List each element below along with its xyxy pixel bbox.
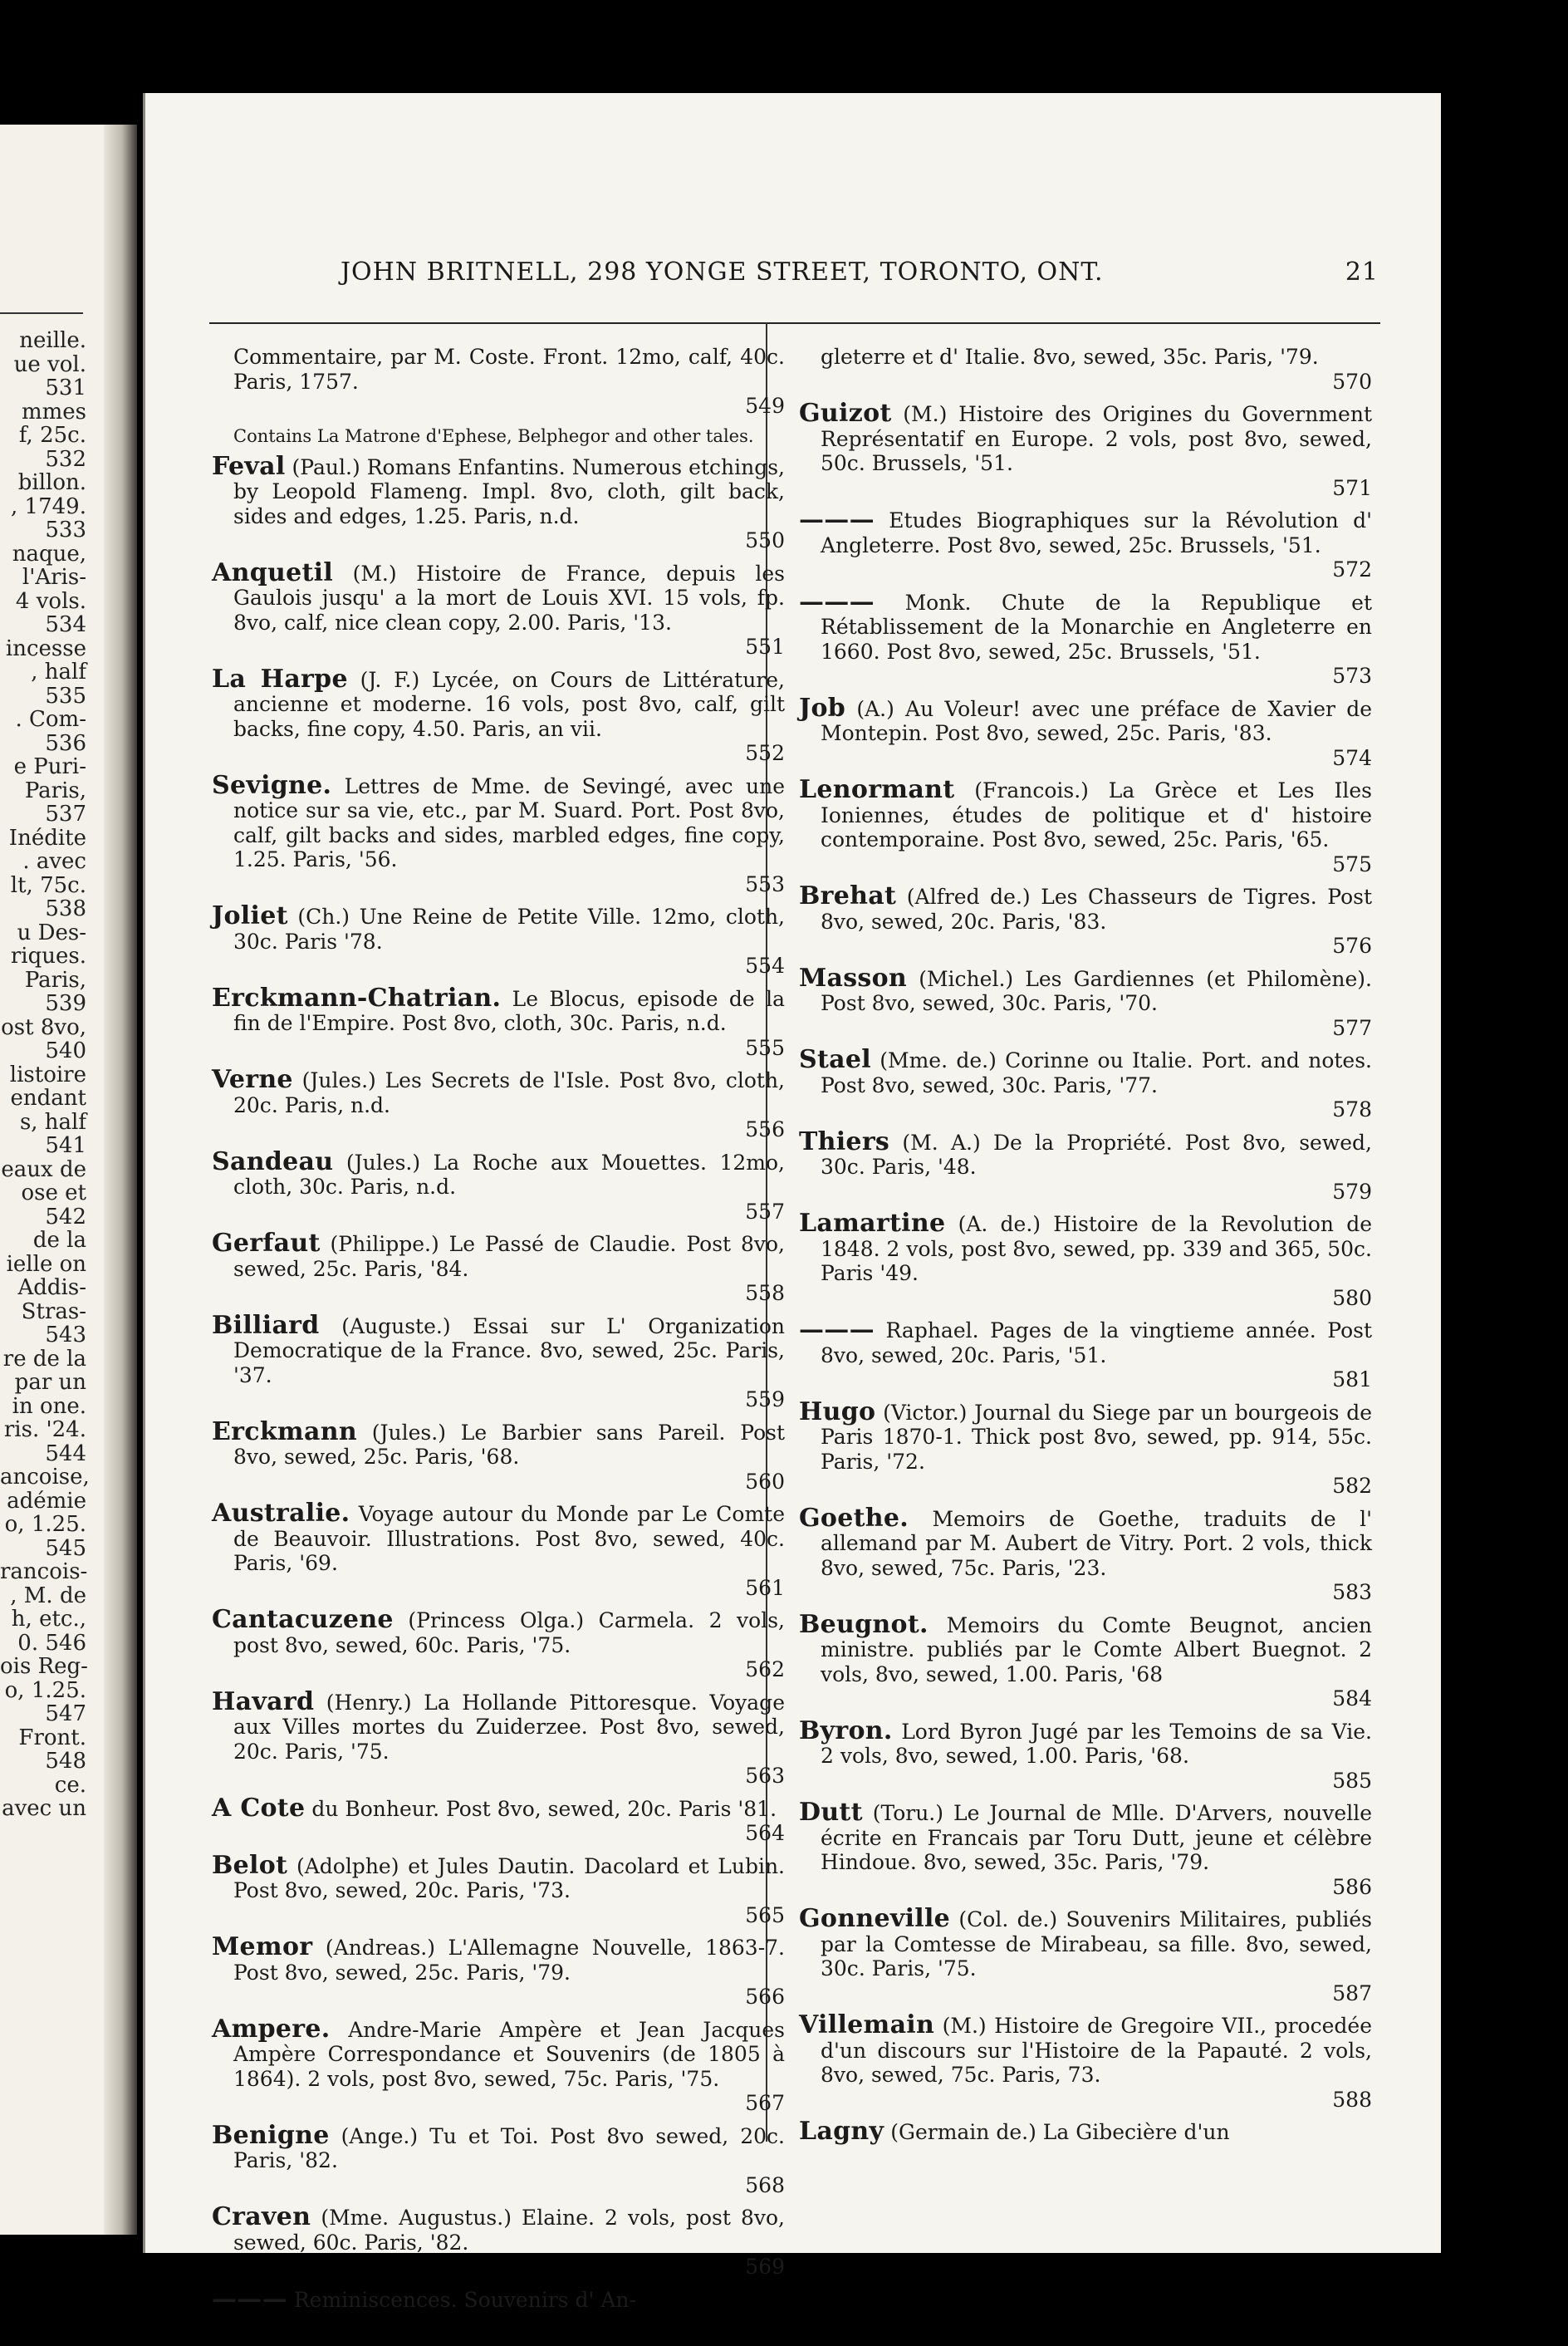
catalogue-entry: [212, 2014, 785, 2116]
entry-name: Australie.: [212, 1499, 350, 1528]
left-fragment: 539: [45, 991, 86, 1016]
entry-text: (Jules.) Le Barbier sans Pareil. Post 8vo, sewed, 25c. Paris, '68.: [233, 1420, 785, 1469]
entry-name: ———: [212, 2284, 287, 2314]
left-fragment: 531: [45, 375, 86, 400]
entry-name: Sevigne.: [212, 770, 332, 800]
entry-text: Commentaire, par M. Coste. Front. 12mo, calf, 40c. Paris, 1757.: [233, 345, 785, 394]
entry-name: Masson: [799, 963, 908, 993]
left-fragment: naque,: [12, 541, 86, 567]
left-fragment: , 1749.: [11, 493, 86, 519]
left-fragment: Stras-: [21, 1298, 86, 1324]
left-fragment: in one.: [12, 1393, 86, 1419]
left-header-rule: [0, 312, 83, 314]
entry-number: 559: [745, 1387, 785, 1411]
entry-name: Havard: [212, 1686, 315, 1716]
left-fragment: 547: [45, 1701, 86, 1726]
left-fragment: o, 1.25.: [4, 1512, 86, 1537]
entry-name: Goethe.: [799, 1503, 909, 1533]
left-fragment: , M. de: [10, 1583, 86, 1608]
left-fragment: neille.: [19, 328, 86, 353]
entry-text: Etudes Biographiques sur la Révolution d' Angleterre. Post 8vo, sewed, 25c. Brussels, '51.: [821, 508, 1372, 557]
left-fragment: par un: [14, 1370, 86, 1395]
entry-text: (M.) Histoire des Origines du Government Représentatif en Europe. 2 vols, post 8vo, sewed, 50c. Brussels, '51.: [821, 402, 1372, 475]
entry-text: Andre-Marie Ampère et Jean Jacques Ampère Correspondance et Souvenirs (de 1805 à 1864). 2 vols, post 8vo, sewed, 75c. Paris, '75.: [233, 2017, 785, 2091]
left-fragment: billon.: [17, 470, 86, 495]
entry-name: Lagny: [799, 2117, 884, 2146]
catalogue-entry: [799, 1396, 1372, 1499]
entry-number: 572: [1332, 557, 1372, 582]
left-fragment: 536: [45, 730, 86, 756]
left-fragment: 534: [45, 612, 86, 637]
catalogue-entry: [799, 1715, 1372, 1794]
entry-text: (Ange.) Tu et Toi. Post 8vo sewed, 20c. Paris, '82.: [233, 2123, 785, 2172]
page-header: [341, 258, 1379, 291]
left-fragment: Front.: [18, 1725, 86, 1750]
catalogue-entry: [212, 1932, 785, 2010]
entry-text: (A. de.) Histoire de la Revolution de 1848. 2 vols, post 8vo, sewed, pp. 339 and 365, 50c. Paris '49.: [821, 1212, 1373, 1285]
catalogue-entry: [212, 1067, 785, 1142]
entry-text: Raphael. Pages de la vingtieme année. Post 8vo, sewed, 20c. Paris, '51.: [821, 1318, 1372, 1367]
entry-text: du Bonheur. Post 8vo, sewed, 20c. Paris '81.: [311, 1796, 777, 1821]
entry-text: (Mme. Augustus.) Elaine. 2 vols, post 8vo, sewed, 60c. Paris, '82.: [233, 2206, 786, 2255]
left-fragment: eaux de: [1, 1156, 86, 1182]
entry-number: 550: [745, 528, 785, 552]
left-fragment: lt, 75c.: [10, 872, 86, 898]
catalogue-entry: [212, 1231, 785, 1306]
entry-text: (Princess Olga.) Carmela. 2 vols, post 8vo, sewed, 60c. Paris, '75.: [233, 1608, 785, 1657]
catalogue-entry: [799, 775, 1372, 876]
catalogue-entry: [799, 1503, 1372, 1605]
catalogue-entry: [212, 664, 785, 766]
entry-name: Billiard: [212, 1310, 320, 1340]
entry-number: 564: [745, 1821, 785, 1845]
left-fragment: 545: [45, 1535, 86, 1561]
header-title: JOHN BRITNELL, 298 YONGE STREET, TORONTO, ONT.: [341, 258, 1104, 287]
left-fragment: Inédite: [8, 825, 86, 851]
entry-name: ———: [799, 505, 875, 534]
catalogue-entry: [212, 1501, 785, 1600]
left-fragment: Addis-: [17, 1275, 86, 1300]
catalogue-entry: [212, 1310, 786, 1412]
entry-name: Hugo: [799, 1396, 876, 1426]
entry-name: Villemain: [799, 2010, 935, 2039]
entry-number: 582: [1332, 1474, 1372, 1498]
catalogue-entry: [799, 2010, 1373, 2112]
entry-name: Gerfaut: [212, 1229, 321, 1258]
entry-number: 578: [1332, 1097, 1372, 1121]
catalogue-entry: [799, 1126, 1372, 1205]
entry-text: (Toru.) Le Journal de Mlle. D'Arvers, nouvelle écrite en Francais par Toru Dutt, jeune et célèbre Hindoue. 8vo, sewed, 35c. Paris, '79.: [821, 1801, 1372, 1874]
entry-text: Monk. Chute de la Republique et Rétablissement de la Monarchie en Angleterre en 1660. Post 8vo, sewed, 25c. Brussels, '51.: [821, 590, 1372, 664]
left-fragment: de la: [32, 1228, 86, 1253]
catalogue-entry: [799, 2119, 1372, 2145]
entry-number: 567: [745, 2091, 785, 2115]
left-fragment: u Des-: [17, 920, 86, 945]
entry-number: 562: [745, 1657, 785, 1681]
left-fragment: 0. 546: [17, 1630, 86, 1656]
left-fragment: 543: [45, 1323, 86, 1347]
catalogue-entry: [799, 1904, 1372, 2005]
entry-text: Memoirs de Goethe, traduits de l' allemand par M. Aubert de Vitry. Port. 2 vols, thick 8vo, sewed, 75c. Paris, '23.: [821, 1506, 1372, 1580]
entry-number: 560: [745, 1469, 785, 1494]
entry-text: (Francois.) La Grèce et Les Iles Ioniennes, études de politique et d' histoire contemporaine. Post 8vo, sewed, 25c. Paris, '65.: [821, 778, 1372, 852]
catalogue-entry: [212, 557, 785, 660]
entry-text: Voyage autour du Monde par Le Comte de Beauvoir. Illustrations. Post 8vo, sewed, 40c. Paris, '69.: [233, 1502, 785, 1575]
entry-name: Stael: [799, 1045, 871, 1074]
entry-text: (Paul.) Romans Enfantins. Numerous etchings, by Leopold Flameng. Impl. 8vo, cloth, gilt back, sides and edges, 1.25. Paris, n.d.: [233, 454, 785, 528]
entry-name: Sandeau: [212, 1146, 334, 1176]
entry-number: 573: [1332, 664, 1372, 688]
left-fragment: riques.: [10, 944, 86, 969]
entry-text: (Col. de.) Souvenirs Militaires, publiés par la Comtesse de Mirabeau, sa fille. 8vo, sewed, 30c. Paris, '75.: [821, 1907, 1372, 1980]
entry-number: 565: [745, 1902, 785, 1927]
catalogue-entry: [799, 1800, 1372, 1899]
left-fragment: 538: [45, 896, 86, 921]
left-fragment: ancoise,: [0, 1465, 90, 1490]
entry-text: (Ch.) Une Reine de Petite Ville. 12mo, cloth, 30c. Paris '78.: [233, 905, 785, 954]
catalogue-entry: [799, 586, 1372, 689]
left-fragment: h, etc.,: [11, 1607, 86, 1632]
left-fragment: f, 25c.: [18, 423, 86, 448]
entry-name: Brehat: [799, 881, 897, 910]
entry-name: Benigne: [212, 2120, 330, 2150]
left-fragment: 542: [45, 1204, 86, 1229]
column-left: [212, 345, 785, 2319]
left-fragment: . Com-: [15, 707, 86, 732]
left-fragment: Paris,: [24, 967, 86, 993]
entry-number: 575: [1332, 852, 1372, 876]
entry-number: 553: [745, 871, 785, 896]
entry-text: Le Blocus, episode de la fin de l'Empire. Post 8vo, cloth, 30c. Paris, n.d.: [233, 986, 785, 1035]
entry-number: 584: [1332, 1686, 1372, 1710]
entry-name: A Cote: [212, 1793, 306, 1823]
entry-text: (Jules.) Les Secrets de l'Isle. Post 8vo, cloth, 20c. Paris, n.d.: [233, 1068, 786, 1117]
entry-number: 549: [745, 394, 785, 418]
catalogue-entry: [799, 693, 1372, 771]
left-fragment: 540: [45, 1038, 86, 1063]
entry-name: Verne: [212, 1065, 293, 1094]
catalogue-entry: [212, 1146, 785, 1225]
left-fragment: re de la: [2, 1346, 86, 1372]
book-gutter: [104, 125, 137, 2235]
entry-number: 580: [1332, 1285, 1372, 1310]
entry-name: Guizot: [799, 399, 892, 428]
entry-name: Craven: [212, 2202, 311, 2231]
entry-name: Gonneville: [799, 1904, 951, 1933]
left-fragment: 548: [45, 1749, 86, 1774]
entry-number: 566: [745, 1985, 785, 2009]
left-fragment: incesse: [5, 636, 86, 661]
left-fragment: ce.: [54, 1772, 86, 1798]
entry-name: Thiers: [799, 1126, 890, 1156]
catalogue-entry: [799, 1045, 1372, 1122]
catalogue-entry: [799, 963, 1372, 1041]
catalogue-entry: [212, 1793, 785, 1846]
entry-name: ———: [799, 586, 875, 616]
entry-text: Lettres de Mme. de Sevingé, avec une notice sur sa vie, etc., par M. Suard. Port. Post 8vo, calf, gilt backs and sides, marbled edges, fine copy, 1.25. Paris, '56.: [233, 773, 785, 871]
entry-number: 554: [745, 954, 785, 978]
left-page: [0, 125, 120, 2235]
entry-number: 581: [1332, 1367, 1372, 1391]
entry-text: (Michel.) Les Gardiennes (et Philomène). Post 8vo, sewed, 30c. Paris, '70.: [821, 966, 1372, 1015]
entry-number: 583: [1332, 1580, 1372, 1604]
entry-text: Reminiscences. Souvenirs d' An-: [293, 2287, 636, 2312]
left-fragment: ois Reg-: [0, 1654, 88, 1679]
left-fragment: ose et: [21, 1180, 86, 1205]
catalogue-entry: [212, 2202, 786, 2280]
left-fragment: Paris,: [24, 778, 86, 803]
entry-name: Lamartine: [799, 1209, 946, 1238]
entry-name: Cantacuzene: [212, 1605, 394, 1634]
entry-number: 585: [1332, 1768, 1372, 1793]
entry-text: (Jules.) La Roche aux Mouettes. 12mo, cloth, 30c. Paris, n.d.: [233, 1150, 785, 1199]
left-fragment: ost 8vo,: [1, 1014, 86, 1040]
catalogue-entry: [212, 983, 785, 1061]
entry-text: (M. A.) De la Propriété. Post 8vo, sewed, 30c. Paris, '48.: [821, 1130, 1372, 1179]
catalogue-entry: [212, 451, 785, 553]
entry-number: 579: [1332, 1179, 1372, 1204]
entry-number: 587: [1332, 1980, 1372, 2005]
entry-text: (Auguste.) Essai sur L' Organization Democratique de la France. 8vo, sewed, 25c. Paris, '37.: [233, 1313, 786, 1387]
entry-name: Anquetil: [212, 557, 334, 587]
catalogue-entry: [212, 1416, 785, 1494]
entry-name: Erckmann-Chatrian.: [212, 983, 502, 1013]
catalogue-entry: [212, 426, 785, 447]
catalogue-entry: [212, 2120, 785, 2198]
left-fragment: 4 vols.: [15, 588, 86, 614]
entry-name: Memor: [212, 1932, 313, 1961]
entry-name: Feval: [212, 451, 286, 481]
page-number: 21: [1345, 258, 1379, 287]
left-fragment: o, 1.25.: [4, 1677, 86, 1703]
catalogue-entry: [799, 345, 1372, 394]
entry-number: 561: [745, 1575, 785, 1600]
entry-text: (Andreas.) L'Allemagne Nouvelle, 1863-7. Post 8vo, sewed, 25c. Paris, '79.: [233, 1936, 785, 1985]
entry-name: Belot: [212, 1850, 288, 1880]
entry-text: (Adolphe) et Jules Dautin. Dacolard et Lubin. Post 8vo, sewed, 20c. Paris, '73.: [233, 1853, 785, 1902]
entry-text: Memoirs du Comte Beugnot, ancien ministre. publiés par le Comte Albert Buegnot. 2 vols, 8vo, sewed, 1.00. Paris, '68: [821, 1612, 1372, 1686]
entry-name: Beugnot.: [799, 1609, 929, 1639]
left-fragment: 535: [45, 683, 86, 709]
entry-number: 571: [1332, 475, 1372, 500]
entry-text: Contains La Matrone d'Ephese, Belphegor and other tales.: [233, 425, 754, 446]
catalogue-entry: [212, 1686, 785, 1789]
entry-number: 551: [745, 635, 785, 659]
entry-number: 569: [745, 2255, 785, 2279]
catalogue-entry: [799, 401, 1372, 500]
catalogue-entry: [799, 1609, 1372, 1711]
catalogue-entry: [212, 1850, 785, 1928]
catalogue-entry: [212, 2284, 785, 2314]
left-fragment: ielle on: [6, 1251, 86, 1277]
left-fragment: avec un: [2, 1796, 86, 1821]
left-fragment: 532: [45, 446, 86, 472]
entry-name: Lenormant: [799, 775, 955, 804]
catalogue-entry: [799, 881, 1372, 959]
left-fragment: , half: [31, 660, 86, 685]
entry-text: (M.) Histoire de France, depuis les Gaulois jusqu' a la mort de Louis XVI. 15 vols, fp. 8vo, calf, nice clean copy, 2.00. Paris, '13.: [233, 561, 785, 635]
catalogue-entry: [799, 1315, 1372, 1392]
header-rule: [209, 322, 1380, 324]
entry-text: gleterre et d' Italie. 8vo, sewed, 35c. Paris, '79.: [821, 345, 1319, 369]
entry-name: Job: [799, 693, 846, 723]
left-fragment: endant: [10, 1086, 86, 1111]
catalogue-entry: [212, 1607, 785, 1682]
entry-number: 576: [1332, 934, 1372, 958]
left-fragment: 544: [45, 1440, 86, 1466]
entry-text: (Mme. de.) Corinne ou Italie. Port. and notes. Post 8vo, sewed, 30c. Paris, '77.: [821, 1048, 1372, 1097]
left-page-fragments: [0, 307, 118, 1821]
entry-name: Ampere.: [212, 2014, 331, 2044]
catalogue-entry: [799, 505, 1372, 582]
entry-number: 552: [745, 741, 785, 765]
entry-number: 570: [1332, 369, 1372, 394]
left-fragment: 533: [45, 518, 86, 542]
entry-text: (Philippe.) Le Passé de Claudie. Post 8vo, sewed, 25c. Paris, '84.: [233, 1232, 785, 1281]
left-fragment: e Puri-: [13, 754, 86, 779]
left-fragment: ris. '24.: [3, 1417, 86, 1442]
entry-number: 577: [1332, 1015, 1372, 1040]
left-fragment: mmes: [21, 399, 86, 425]
entry-name: Erckmann: [212, 1416, 357, 1446]
left-fragment: 537: [45, 802, 86, 827]
entry-text: (Germain de.) La Gibecière d'un: [890, 2120, 1230, 2144]
entry-text: (J. F.) Lycée, on Cours de Littérature, ancienne et moderne. 16 vols, post 8vo, calf, gilt backs, fine copy, 4.50. Paris, an vii.: [233, 667, 785, 741]
entry-name: Joliet: [212, 901, 288, 930]
catalogue-entry: [212, 901, 785, 979]
entry-number: 588: [1332, 2087, 1372, 2112]
entry-name: ———: [799, 1315, 875, 1344]
entry-number: 556: [745, 1117, 785, 1141]
entry-number: 574: [1332, 745, 1372, 770]
entry-number: 555: [745, 1035, 785, 1060]
entry-number: 563: [745, 1764, 785, 1788]
left-fragment: . avec: [22, 849, 86, 874]
catalogue-entry: [799, 1211, 1372, 1310]
entry-number: 557: [745, 1199, 785, 1224]
entry-text: (M.) Histoire de Gregoire VII., procedée d'un discours sur l'Histoire de la Papauté. 2 vols, 8vo, sewed, 75c. Paris, 73.: [821, 2014, 1373, 2087]
left-fragment: 541: [45, 1133, 86, 1158]
left-fragment: l'Aris-: [22, 565, 86, 590]
left-fragment: listoire: [9, 1062, 86, 1087]
entry-name: Byron.: [799, 1715, 893, 1745]
left-fragment: s, half: [19, 1109, 86, 1135]
entry-text: (Henry.) La Hollande Pittoresque. Voyage aux Villes mortes du Zuiderzee. Post 8vo, sewed, 20c. Paris, '75.: [233, 1690, 785, 1764]
entry-number: 558: [745, 1281, 785, 1305]
left-fragment: adémie: [7, 1488, 86, 1514]
entry-text: (A.) Au Voleur! avec une préface de Xavier de Montepin. Post 8vo, sewed, 25c. Paris, '83.: [821, 696, 1372, 745]
entry-text: Lord Byron Jugé par les Temoins de sa Vie. 2 vols, 8vo, sewed, 1.00. Paris, '68.: [821, 1719, 1372, 1768]
catalogue-entry: [212, 770, 785, 897]
left-fragment: ue vol.: [13, 351, 86, 377]
entry-number: 568: [745, 2172, 785, 2197]
entry-name: La Harpe: [212, 664, 348, 694]
entry-name: Dutt: [799, 1798, 863, 1827]
entry-number: 586: [1332, 1874, 1372, 1899]
catalogue-entry: [212, 345, 785, 419]
column-right: [799, 345, 1372, 2152]
entry-text: (Alfred de.) Les Chasseurs de Tigres. Post 8vo, sewed, 20c. Paris, '83.: [821, 885, 1372, 934]
entry-text: (Victor.) Journal du Siege par un bourgeois de Paris 1870-1. Thick post 8vo, sewed, pp. 914, 55c. Paris, '72.: [821, 1400, 1372, 1474]
left-fragment: rancois-: [0, 1559, 88, 1584]
